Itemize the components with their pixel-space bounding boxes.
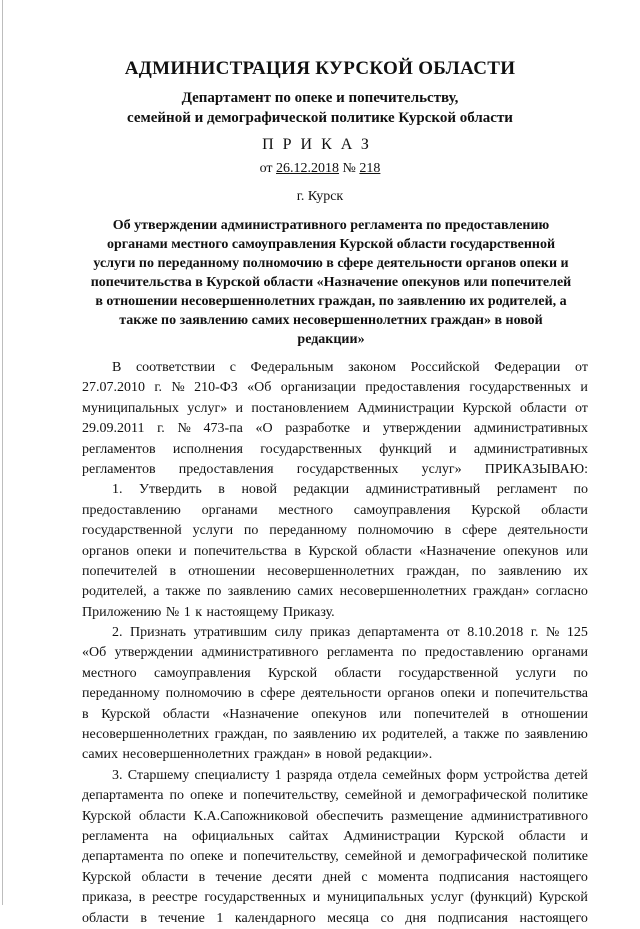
body-text-line: Приложению № 1 к настоящему Приказу. <box>82 604 335 620</box>
organization-title: АДМИНИСТРАЦИЯ КУРСКОЙ ОБЛАСТИ <box>124 58 516 79</box>
body-text-line: Курской области К.А.Сапожниковой обеспечить размещение административного <box>82 808 588 824</box>
title-line: органами местного самоуправления Курской области государственной <box>106 237 556 252</box>
title-line: попечительства в Курской области «Назначение опекунов или попечителей <box>90 275 572 290</box>
body-text-line: 27.07.2010 г. № 210-ФЗ «Об организации предоставления государственных и <box>82 380 588 396</box>
department-name-line-1: Департамент по опеке и попечительству, <box>181 90 459 106</box>
body-text-line: несовершеннолетних граждан, по заявлению их родителей, а также по заявлению <box>82 727 588 743</box>
body-text-line: 2. Признать утратившим силу приказ департамента от 8.10.2018 г. № 125 <box>112 625 588 641</box>
body-text-line: местного самоуправления Курской области государственной услуги по <box>82 665 588 681</box>
body-text-line: 1. Утвердить в новой редакции административный регламент по <box>112 482 588 498</box>
order-number: 218 <box>359 161 381 176</box>
title-line: также по заявлению самих несовершеннолетних граждан» в новой <box>119 313 543 328</box>
body-text-line: департамента по опеке и попечительству, семейной и демографической политике <box>82 788 588 804</box>
body-text-line: органов опеки и попечительства в Курской области «Назначение опекунов или <box>82 543 588 559</box>
body-text-line: попечителей в отношении несовершеннолетних граждан, по заявлению их <box>82 563 588 579</box>
title-line: в отношении несовершеннолетних граждан, по заявлению их родителей, а <box>95 294 567 309</box>
order-date: 26.12.2018 <box>276 161 340 176</box>
order-body <box>82 358 588 929</box>
city: г. Курск <box>296 189 344 204</box>
paragraph <box>82 358 588 480</box>
body-text-line: 3. Старшему специалисту 1 разряда отдела семейных форм устройства детей <box>112 767 588 783</box>
body-text-line: регламентов исполнения государственных функций и административных <box>82 441 588 457</box>
date-prefix: от <box>259 161 273 176</box>
body-text-line: государственной услуги по переданному полномочию в сфере деятельности <box>82 523 588 539</box>
body-text-line: регламента на официальных сайтах Администрации Курской области и <box>82 828 588 844</box>
body-text-line: регламентов предоставления государственных услуг» ПРИКАЗЫВАЮ: <box>82 461 588 477</box>
body-text-line: в Курской области «Назначение опекунов или попечителей в отношении <box>82 706 588 722</box>
body-text-line: переданному полномочию в сфере деятельности органов опеки и попечительства <box>82 686 588 702</box>
body-text-line: самих несовершеннолетних граждан» в новой редакции». <box>82 747 433 763</box>
title-line: услуги по переданному полномочию в сфере деятельности органов опеки и <box>93 256 569 271</box>
department-name-line-2: семейной и демографической политике Курской области <box>127 110 513 126</box>
date-number-line <box>0 161 640 177</box>
body-text-line: департамента по опеке и попечительству, семейной и демографической политике <box>82 849 588 865</box>
title-line: Об утверждении административного регламента по предоставлению <box>112 218 550 233</box>
paragraph <box>82 480 588 623</box>
order-title <box>88 216 574 349</box>
body-text-line: «Об утверждении административного регламента по предоставлению органами <box>82 645 588 661</box>
body-text-line: области в течение 1 календарного месяца со дня подписания настоящего <box>82 910 588 926</box>
body-text-line: В соответствии с Федеральным законом Российской Федерации от <box>112 360 588 375</box>
body-text-line: предоставлению органами местного самоуправления Курской области <box>82 502 588 518</box>
body-text-line: Курской области в течение десяти дней с момента подписания настоящего <box>82 869 588 885</box>
title-line: редакции» <box>297 332 365 347</box>
number-sign: № <box>342 161 356 176</box>
paragraph <box>82 623 588 766</box>
body-text-line: муниципальных услуг» и постановлением Администрации Курской области от <box>82 400 588 416</box>
body-text-line: 29.09.2011 г. № 473-па «О разработке и утверждении административных <box>82 421 588 437</box>
paragraph <box>82 766 588 929</box>
document-type: ПРИКАЗ <box>262 136 378 153</box>
body-text-line: приказа, в реестре государственных и муниципальных услуг (функций) Курской <box>82 890 588 906</box>
body-text-line: родителей, а также по заявлению самих несовершеннолетних граждан» согласно <box>82 584 588 600</box>
